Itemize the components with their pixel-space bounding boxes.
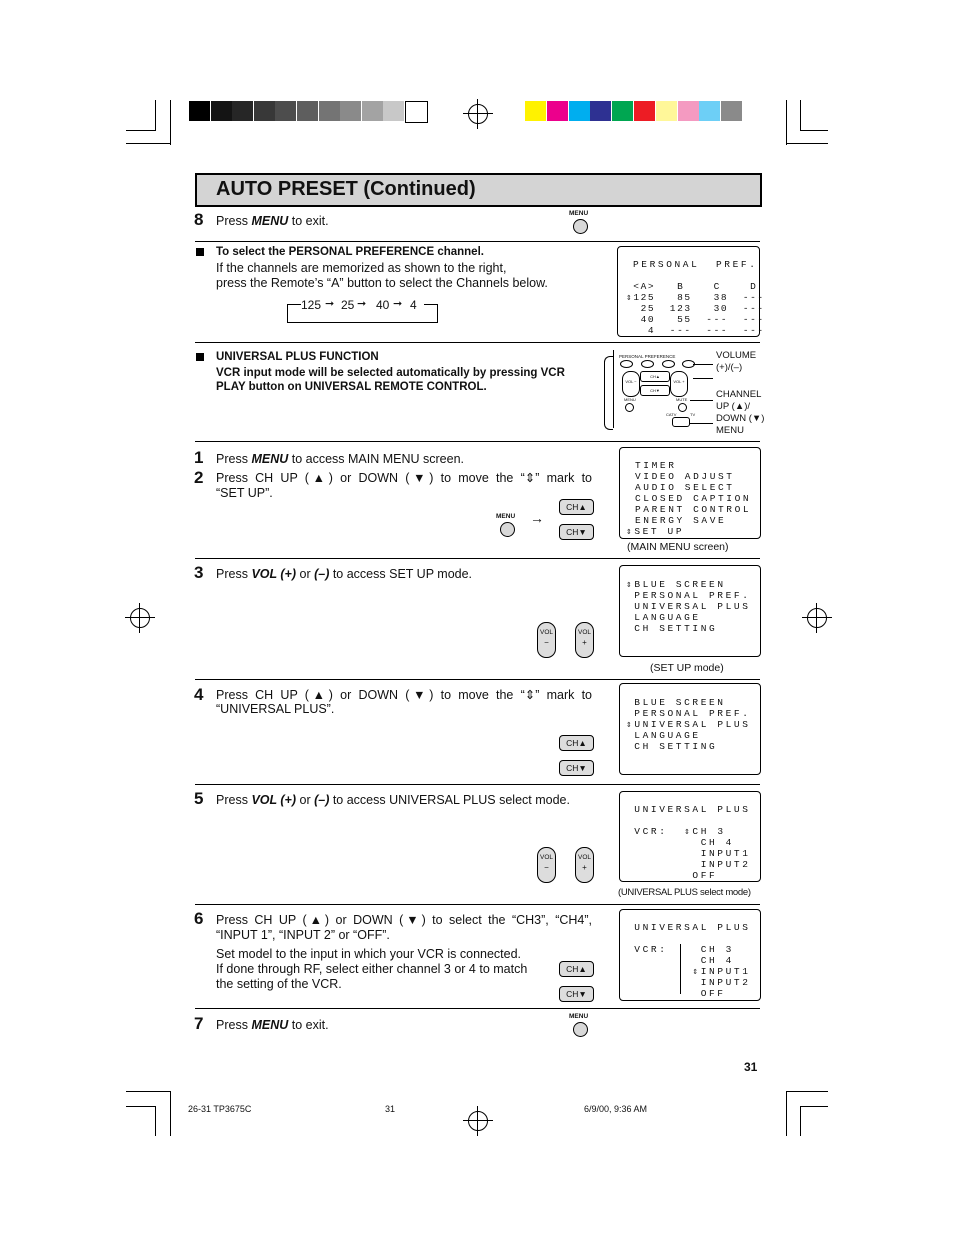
section-divider <box>195 241 760 242</box>
step-6-line1: Press CH UP (▲) or DOWN (▼) to select the “CH3”, “CH4”, <box>216 913 592 927</box>
osd-line: OFF <box>626 988 726 999</box>
ch-up-button[interactable]: CH▲ <box>559 735 594 751</box>
osd-line: PERSONAL PREF. <box>626 590 751 601</box>
page-title-bar <box>195 173 762 207</box>
step-3-number: 3 <box>194 563 204 582</box>
step-7-text: Press MENU to exit. <box>216 1018 329 1032</box>
gray-swatch <box>362 101 383 121</box>
gray-swatch <box>340 101 361 121</box>
crop-mark <box>800 1106 801 1136</box>
osd-line: INPUT1 <box>626 848 751 859</box>
menu-button[interactable] <box>573 219 588 234</box>
callout-channel: CHANNEL UP (▲)/ DOWN (▼) <box>716 389 765 424</box>
gray-swatch <box>405 101 428 123</box>
step-2-line2: “SET UP”. <box>216 486 273 500</box>
remote-catv-label: CATV <box>666 412 677 417</box>
gray-swatch <box>319 101 340 121</box>
crop-mark <box>800 130 828 131</box>
step-6-line5: the setting of the VCR. <box>216 977 342 991</box>
vol-plus-button[interactable]: VOL + <box>575 847 594 883</box>
step-6-number: 6 <box>194 909 204 928</box>
section-divider <box>195 558 760 559</box>
registration-target-icon <box>130 608 150 628</box>
registration-target-icon <box>468 1111 488 1131</box>
universal-plus-select-caption: (UNIVERSAL PLUS select mode) <box>618 887 751 898</box>
osd-line: 40 55 --- --- <box>626 314 765 325</box>
ch-down-button[interactable]: CH▼ <box>559 524 594 540</box>
osd-line: BLUE SCREEN <box>626 697 726 708</box>
section-divider <box>195 784 760 785</box>
page-number: 31 <box>744 1060 758 1074</box>
seq-item: 125 <box>301 298 322 312</box>
crop-mark <box>126 130 156 131</box>
osd-line: <A> B C D <box>626 281 758 292</box>
color-swatch <box>569 101 590 121</box>
osd-line: LANGUAGE <box>626 612 701 623</box>
main-menu-caption: (MAIN MENU screen) <box>627 541 729 553</box>
crop-mark <box>800 100 801 130</box>
osd-line: CH SETTING <box>626 741 718 752</box>
menu-button[interactable] <box>500 522 515 537</box>
main-menu-osd <box>619 447 761 539</box>
color-swatch <box>678 101 699 121</box>
ch-up-button[interactable]: CH▲ <box>559 961 594 977</box>
step-4-number: 4 <box>194 685 204 704</box>
step-4-line2: “UNIVERSAL PLUS”. <box>216 702 335 716</box>
personal-pref-osd <box>617 246 765 337</box>
crop-mark <box>786 1091 787 1136</box>
setup-universal-osd <box>619 683 761 775</box>
step-6-line3: Set model to the input in which your VCR is connected. <box>216 947 522 961</box>
registration-target-icon <box>468 104 488 124</box>
callout-menu: MENU <box>716 425 744 436</box>
remote-mute-label: MUTE <box>676 397 688 402</box>
crop-mark <box>155 100 156 130</box>
step-5-text: Press VOL (+) or (–) to access UNIVERSAL PLUS select mode. <box>216 793 570 807</box>
page-title: AUTO PRESET (Continued) <box>216 178 476 200</box>
gray-swatch <box>232 101 253 121</box>
step-8-text: Press MENU to exit. <box>216 214 329 228</box>
color-swatch <box>699 101 720 121</box>
step-1-text: Press MENU to access MAIN MENU screen. <box>216 452 464 466</box>
gray-swatch <box>189 101 210 121</box>
osd-line: LANGUAGE <box>626 730 701 741</box>
color-swatch <box>634 101 655 121</box>
step-4-line1: Press CH UP (▲) or DOWN (▼) to move the “⇕” mark to <box>216 688 592 702</box>
personal-pref-line1: If the channels are memorized as shown to the right, <box>216 261 507 275</box>
seq-item: 40 <box>376 298 390 312</box>
osd-line: OFF <box>626 870 718 881</box>
bullet-icon <box>196 248 204 256</box>
remote-ch-down: CH▼ <box>640 385 670 396</box>
registration-target-icon <box>807 608 827 628</box>
seq-item: 25 <box>341 298 355 312</box>
osd-line: CH 4 <box>626 837 734 848</box>
seq-item: 4 <box>410 298 417 312</box>
crop-mark <box>126 143 171 144</box>
channel-sequence <box>287 298 437 323</box>
callout-volume: VOLUME (+)/(–) <box>716 350 757 373</box>
osd-line: INPUT2 <box>626 977 751 988</box>
step-3-text: Press VOL (+) or (–) to access SET UP mode. <box>216 567 473 581</box>
osd-line: AUDIO SELECT <box>635 482 735 493</box>
universal-plus-line1: VCR input mode will be selected automatically by pressing VCR <box>216 367 565 379</box>
osd-line: PERSONAL PREF. <box>633 259 758 270</box>
section-divider <box>195 1008 760 1009</box>
osd-line: VCR: ⇕CH 3 <box>626 826 726 837</box>
osd-line: ENERGY SAVE <box>635 515 727 526</box>
arrow-right-icon: ➞ <box>357 298 367 310</box>
step-2-number: 2 <box>194 468 204 487</box>
step-8-number: 8 <box>194 210 204 229</box>
menu-button-label: MENU <box>569 210 589 217</box>
gray-swatch <box>383 101 404 121</box>
gray-swatch <box>275 101 296 121</box>
arrow-right-icon: ➞ <box>325 298 335 310</box>
universal-plus-input-osd <box>619 909 761 1001</box>
crop-mark <box>126 1091 171 1092</box>
vol-minus-button[interactable]: VOL − <box>537 622 556 658</box>
arrow-right-icon: ➞ <box>393 298 403 310</box>
crop-mark <box>155 1106 156 1136</box>
remote-tv-label: TV <box>690 412 696 417</box>
step-1-number: 1 <box>194 448 204 467</box>
remote-menu-label: MENU <box>624 397 636 402</box>
ch-down-button[interactable]: CH▼ <box>559 760 594 776</box>
color-swatch <box>547 101 568 121</box>
gray-swatch <box>254 101 275 121</box>
osd-line: ⇕SET UP <box>626 526 685 537</box>
crop-mark <box>786 143 828 144</box>
universal-plus-select-osd <box>619 791 761 882</box>
section-divider <box>195 441 760 442</box>
vol-plus-button[interactable]: VOL + <box>575 622 594 658</box>
menu-button-label: MENU <box>569 1013 589 1020</box>
osd-line: INPUT2 <box>626 859 751 870</box>
osd-line: UNIVERSAL PLUS <box>626 804 751 815</box>
osd-line: ⇕UNIVERSAL PLUS <box>626 719 751 730</box>
color-swatch <box>721 101 742 121</box>
remote-ch-up: CH▲ <box>640 371 670 382</box>
step-7-number: 7 <box>194 1014 204 1033</box>
step-6-line4: If done through RF, select either channel 3 or 4 to match <box>216 962 528 976</box>
universal-plus-heading: UNIVERSAL PLUS FUNCTION <box>216 351 379 363</box>
remote-control-illustration <box>604 350 712 430</box>
step-2-line1: Press CH UP (▲) or DOWN (▼) to move the “⇕” mark to <box>216 471 592 485</box>
osd-line: 25 123 30 --- <box>626 303 765 314</box>
color-swatch <box>590 101 611 121</box>
bullet-icon <box>196 353 204 361</box>
step-5-number: 5 <box>194 789 204 808</box>
crop-mark <box>170 100 171 145</box>
footer-center: 31 <box>385 1104 396 1114</box>
setup-mode-osd <box>619 565 761 657</box>
crop-mark <box>126 1106 156 1107</box>
remote-vol-plus: VOL + <box>670 371 688 397</box>
gray-swatch <box>211 101 232 121</box>
menu-button[interactable] <box>573 1022 588 1037</box>
step-6-line2: “INPUT 1”, “INPUT 2” or “OFF”. <box>216 928 390 942</box>
color-swatch <box>612 101 633 121</box>
osd-line: 4 --- --- --- <box>626 325 765 336</box>
osd-line: CH SETTING <box>626 623 718 634</box>
crop-mark <box>786 1091 828 1092</box>
crop-mark <box>786 100 787 145</box>
osd-line: PERSONAL PREF. <box>626 708 751 719</box>
vol-minus-button[interactable]: VOL − <box>537 847 556 883</box>
gray-swatch <box>297 101 318 121</box>
osd-line: CLOSED CAPTION <box>635 493 752 504</box>
universal-plus-line2: PLAY button on UNIVERSAL REMOTE CONTROL. <box>216 381 487 393</box>
personal-pref-line2: press the Remote’s “A” button to select the Channels below. <box>216 276 548 290</box>
osd-line: VIDEO ADJUST <box>635 471 735 482</box>
footer-left: 26-31 TP3675C <box>188 1104 252 1114</box>
crop-mark <box>170 1091 171 1136</box>
setup-mode-caption: (SET UP mode) <box>650 662 724 674</box>
color-swatch <box>656 101 677 121</box>
arrow-right-icon: → <box>530 510 544 526</box>
osd-line: ⇕BLUE SCREEN <box>626 579 726 590</box>
ch-down-button[interactable]: CH▼ <box>559 986 594 1002</box>
section-divider <box>195 679 760 680</box>
ch-up-button[interactable]: CH▲ <box>559 499 594 515</box>
osd-line: ⇕INPUT1 <box>626 966 751 977</box>
osd-line: UNIVERSAL PLUS <box>626 601 751 612</box>
remote-vol-minus: VOL − <box>622 371 640 397</box>
crop-mark <box>800 1106 828 1107</box>
section-divider <box>195 904 760 905</box>
personal-pref-heading: To select the PERSONAL PREFERENCE channel. <box>216 246 484 258</box>
osd-line: PARENT CONTROL <box>635 504 752 515</box>
pp-label: PERSONAL PREFERENCE <box>619 354 676 359</box>
color-swatch <box>525 101 546 121</box>
osd-line: TIMER <box>635 460 677 471</box>
osd-line: ⇕125 85 38 --- <box>626 292 765 303</box>
osd-line: CH 4 <box>626 955 734 966</box>
section-divider <box>195 342 760 343</box>
osd-line: UNIVERSAL PLUS <box>626 922 751 933</box>
menu-button-label: MENU <box>496 513 516 520</box>
footer-right: 6/9/00, 9:36 AM <box>584 1104 648 1114</box>
osd-line: VCR: CH 3 <box>626 944 734 955</box>
